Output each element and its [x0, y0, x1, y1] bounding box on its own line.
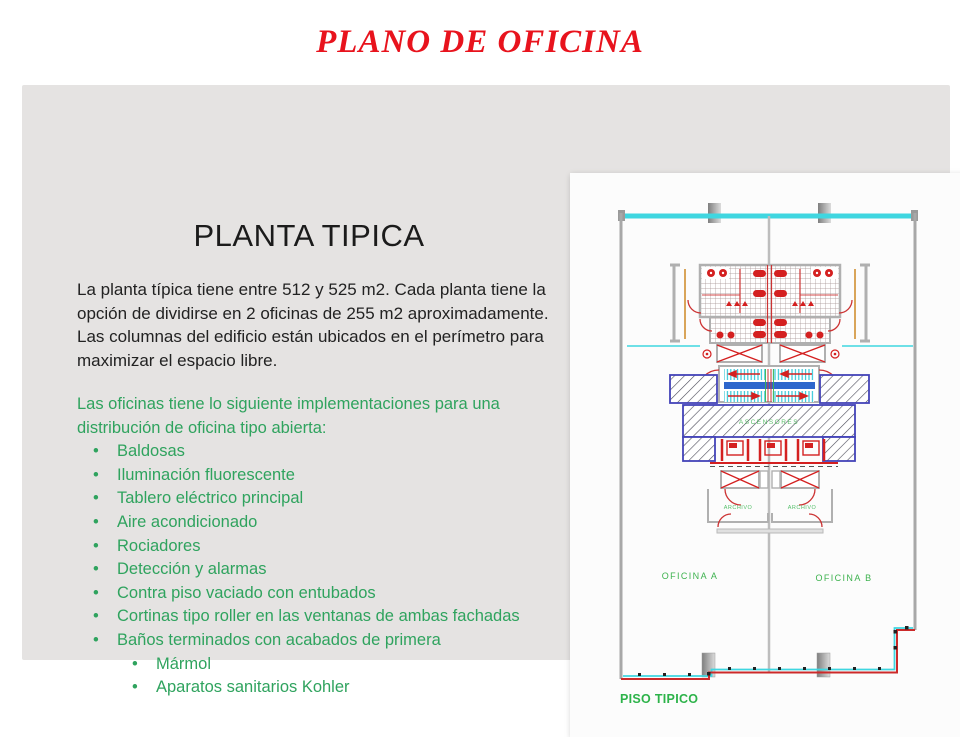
paragraph: Las columnas del edificio están ubicados en el perímetro para maximizar el espacio libre.	[77, 327, 544, 370]
features-list	[62, 440, 556, 700]
stair-landing-bar	[724, 382, 815, 389]
list-item: • Baños terminados con acabados de primera	[62, 629, 556, 653]
bathroom-block	[685, 265, 855, 343]
text-column	[62, 218, 556, 700]
office-a-label: OFICINA A	[661, 571, 719, 581]
list-item: • Rociadores	[62, 535, 556, 559]
section-heading: PLANTA TIPICA	[193, 218, 425, 253]
features-intro: Las oficinas tiene lo siguiente implementaciones para una distribución de oficina tipo abierta:	[77, 395, 500, 437]
list-item: • Detección y alarmas	[62, 558, 556, 582]
list-item: • Baldosas	[62, 440, 556, 464]
shelf-wall	[717, 529, 823, 533]
list-item: • Iluminación fluorescente	[62, 464, 556, 488]
plan-caption: PISO TIPICO	[620, 692, 699, 706]
floor-plan-card	[570, 173, 960, 737]
red-fixture-row	[710, 439, 838, 467]
list-item: • Aire acondicionado	[62, 511, 556, 535]
list-item: • Tablero eléctrico principal	[62, 487, 556, 511]
sub-list-item: • Mármol	[62, 653, 556, 677]
paragraph: La planta típica tiene entre 512 y 525 m2. Cada planta tiene la opción de dividirse en 2 oficinas de 255 m2 aproximadamente.	[77, 280, 549, 323]
sub-list-item: • Aparatos sanitarios Kohler	[62, 676, 556, 700]
list-item: • Cortinas tipo roller en las ventanas de ambas fachadas	[62, 605, 556, 629]
stairs-block	[698, 366, 840, 402]
archivo-a-label: ARCHIVO	[723, 505, 753, 511]
archivo-b-label: ARCHIVO	[787, 505, 817, 511]
office-b-label: OFICINA B	[815, 573, 873, 583]
facade-tick-dots	[638, 626, 909, 676]
intro-paragraphs	[62, 278, 555, 372]
core-label: ASCENSORES	[738, 419, 800, 426]
floor-plan-drawing	[570, 173, 960, 737]
content-panel	[22, 85, 950, 706]
slide-title: PLANO DE OFICINA	[316, 24, 644, 60]
list-item: • Contra piso vaciado con entubados	[62, 582, 556, 606]
